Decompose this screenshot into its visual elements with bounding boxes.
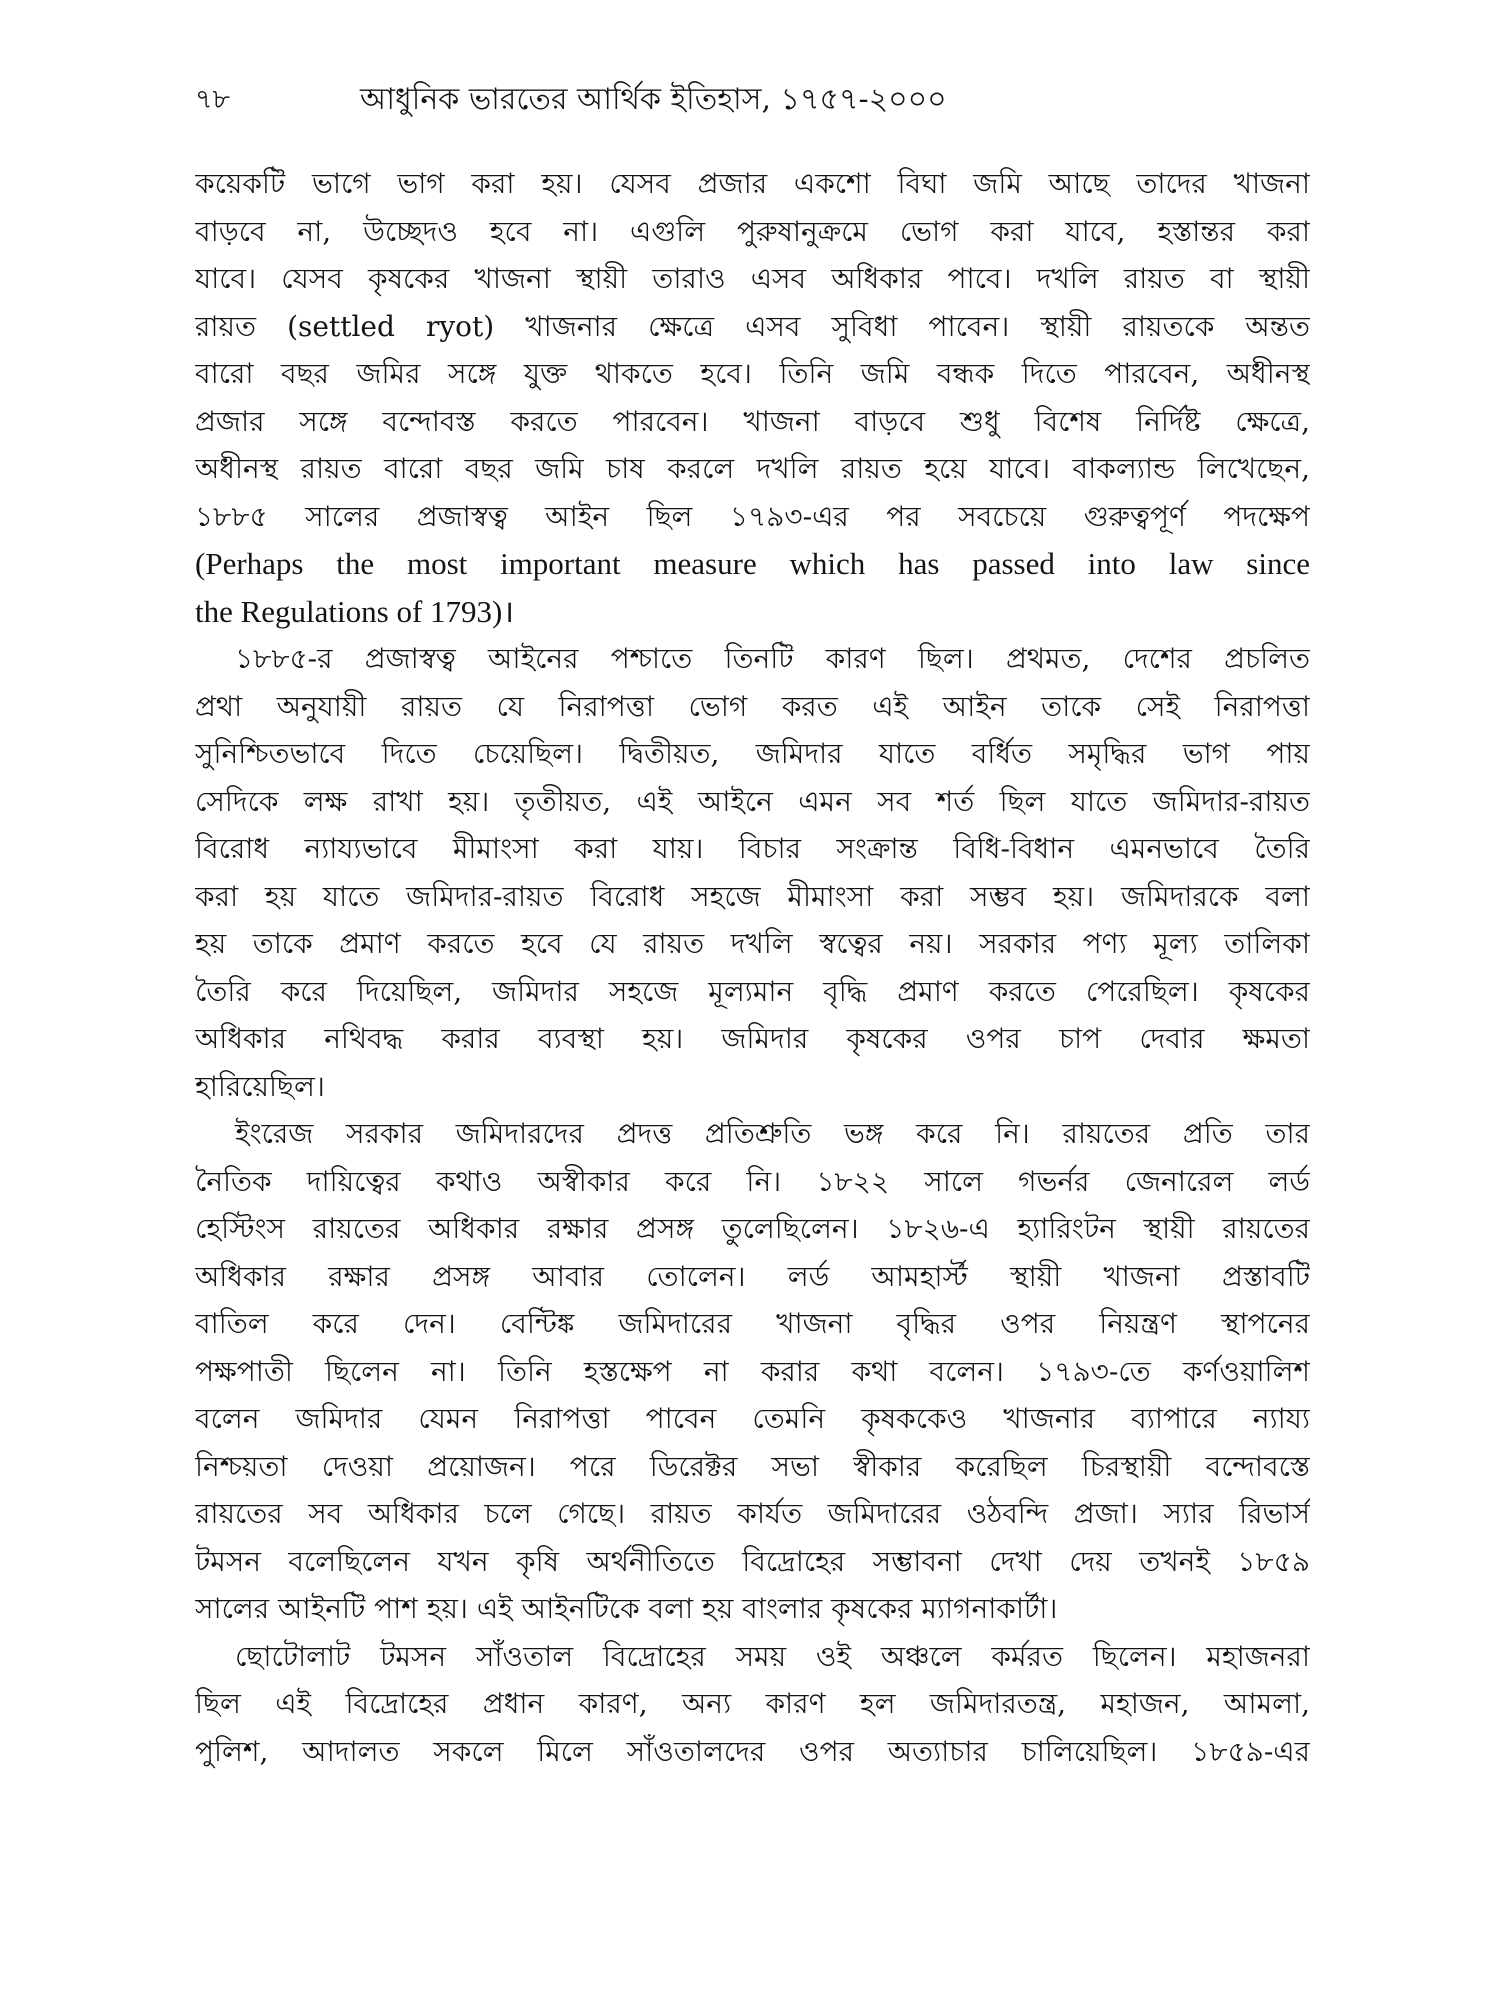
text-line: হেস্টিংস রায়তের অধিকার রক্ষার প্রসঙ্গ তুলেছিলেন। ১৮২৬-এ হ্যারিংটন স্থায়ী রায়তের (195, 1212, 1310, 1245)
text-line: কয়েকটি ভাগে ভাগ করা হয়। যেসব প্রজার একশো বিঘা জমি আছে তাদের খাজনা (195, 167, 1310, 200)
text-line: অধিকার রক্ষার প্রসঙ্গ আবার তোলেন। লর্ড আমহার্স্ট স্থায়ী খাজনা প্রস্তাবটি (195, 1259, 1310, 1293)
text-line: প্রথা অনুযায়ী রায়ত যে নিরাপত্তা ভোগ করত এই আইন তাকে সেই নিরাপত্তা (195, 689, 1310, 723)
text-line: বারো বছর জমির সঙ্গে যুক্ত থাকতে হবে। তিনি জমি বন্ধক দিতে পারবেন, অধীনস্থ (195, 357, 1310, 390)
text-line: প্রজার সঙ্গে বন্দোবস্ত করতে পারবেন। খাজনা বাড়বে শুধু বিশেষ নির্দিষ্ট ক্ষেত্রে, (195, 404, 1310, 438)
text-line: ১৮৮৫-র প্রজাস্বত্ব আইনের পশ্চাতে তিনটি কারণ ছিল। প্রথমত, দেশের প্রচলিত (235, 642, 1310, 675)
text-line: করা হয় যাতে জমিদার-রায়ত বিরোধ সহজে মীমাংসা করা সম্ভব হয়। জমিদারকে বলা (195, 879, 1310, 913)
text-line: বিরোধ ন্যায্যভাবে মীমাংসা করা যায়। বিচার সংক্রান্ত বিধি-বিধান এমনভাবে তৈরি (195, 832, 1310, 865)
text-line: হয় তাকে প্রমাণ করতে হবে যে রায়ত দখলি স্বত্বের নয়। সরকার পণ্য মূল্য তালিকা (195, 927, 1310, 960)
text-line: সালের আইনটি পাশ হয়। এই আইনটিকে বলা হয় বাংলার কৃষকের ম্যাগনাকার্টা। (195, 1592, 1058, 1625)
text-line: বলেন জমিদার যেমন নিরাপত্তা পাবেন তেমনি কৃষককেও খাজনার ব্যাপারে ন্যায্য (195, 1402, 1310, 1435)
text-line: বাড়বে না, উচ্ছেদও হবে না। এগুলি পুরুষানুক্রমে ভোগ করা যাবে, হস্তান্তর করা (195, 214, 1310, 248)
text-line: সুনিশ্চিতভাবে দিতে চেয়েছিল। দ্বিতীয়ত, জমিদার যাতে বর্ধিত সমৃদ্ধির ভাগ পায় (195, 737, 1310, 770)
text-line: টমসন বলেছিলেন যখন কৃষি অর্থনীতিতে বিদ্রোহের সম্ভাবনা দেখা দেয় তখনই ১৮৫৯ (195, 1544, 1310, 1578)
text-line: ১৮৮৫ সালের প্রজাস্বত্ব আইন ছিল ১৭৯৩-এর পর সবচেয়ে গুরুত্বপূর্ণ পদক্ষেপ (195, 499, 1310, 533)
text-line: নিশ্চয়তা দেওয়া প্রয়োজন। পরে ডিরেক্টর সভা স্বীকার করেছিল চিরস্থায়ী বন্দোবস্তে (195, 1449, 1310, 1483)
page-number: ৭৮ (195, 84, 231, 115)
text-line: তৈরি করে দিয়েছিল, জমিদার সহজে মূল্যমান বৃদ্ধি প্রমাণ করতে পেরেছিল। কৃষকের (195, 974, 1310, 1008)
text-line: অধীনস্থ রায়ত বারো বছর জমি চাষ করলে দখলি রায়ত হয়ে যাবে। বাকল্যান্ড লিখেছেন, (195, 452, 1310, 485)
text-line: পক্ষপাতী ছিলেন না। তিনি হস্তক্ষেপ না করার কথা বলেন। ১৭৯৩-তে কর্ণওয়ালিশ (195, 1354, 1310, 1388)
text-line: ছিল এই বিদ্রোহের প্রধান কারণ, অন্য কারণ হল জমিদারতন্ত্র, মহাজন, আমলা, (195, 1687, 1310, 1720)
text-line: সেদিকে লক্ষ রাখা হয়। তৃতীয়ত, এই আইনে এমন সব শর্ত ছিল যাতে জমিদার-রায়ত (195, 784, 1310, 818)
text-line: বাতিল করে দেন। বেন্টিঙ্ক জমিদারের খাজনা বৃদ্ধির ওপর নিয়ন্ত্রণ স্থাপনের (195, 1307, 1310, 1340)
text-line: পুলিশ, আদালত সকলে মিলে সাঁওতালদের ওপর অত্যাচার চালিয়েছিল। ১৮৫৯-এর (195, 1734, 1310, 1768)
page-header (195, 78, 1310, 122)
running-title: আধুনিক ভারতের আর্থিক ইতিহাস, ১৭৫৭-২০০০ (360, 82, 947, 117)
text-line: অধিকার নথিবদ্ধ করার ব্যবস্থা হয়। জমিদার কৃষকের ওপর চাপ দেবার ক্ষমতা (195, 1022, 1310, 1055)
text-line: (Perhaps the most important measure which has passed into law since (195, 546, 1310, 581)
text-line: ইংরেজ সরকার জমিদারদের প্রদত্ত প্রতিশ্রুতি ভঙ্গ করে নি। রায়তের প্রতি তার (235, 1117, 1310, 1150)
text-line: ছোটোলাট টমসন সাঁওতাল বিদ্রোহের সময় ওই অঞ্চলে কর্মরত ছিলেন। মহাজনরা (235, 1639, 1310, 1673)
text-line: রায়ত (settled ryot) খাজনার ক্ষেত্রে এসব সুবিধা পাবেন। স্থায়ী রায়তকে অন্তত (195, 309, 1310, 343)
text-line: হারিয়েছিল। (195, 1069, 325, 1103)
text-line: রায়তের সব অধিকার চলে গেছে। রায়ত কার্যত জমিদারের ওঠবন্দি প্রজা। স্যার রিভার্স (195, 1497, 1310, 1530)
text-line: the Regulations of 1793)। (195, 593, 515, 629)
text-line: যাবে। যেসব কৃষকের খাজনা স্থায়ী তারাও এসব অধিকার পাবে। দখলি রায়ত বা স্থায়ী (195, 262, 1310, 295)
body-text (195, 160, 1310, 1775)
text-line: নৈতিক দায়িত্বের কথাও অস্বীকার করে নি। ১৮২২ সালে গভর্নর জেনারেল লর্ড (195, 1164, 1310, 1198)
